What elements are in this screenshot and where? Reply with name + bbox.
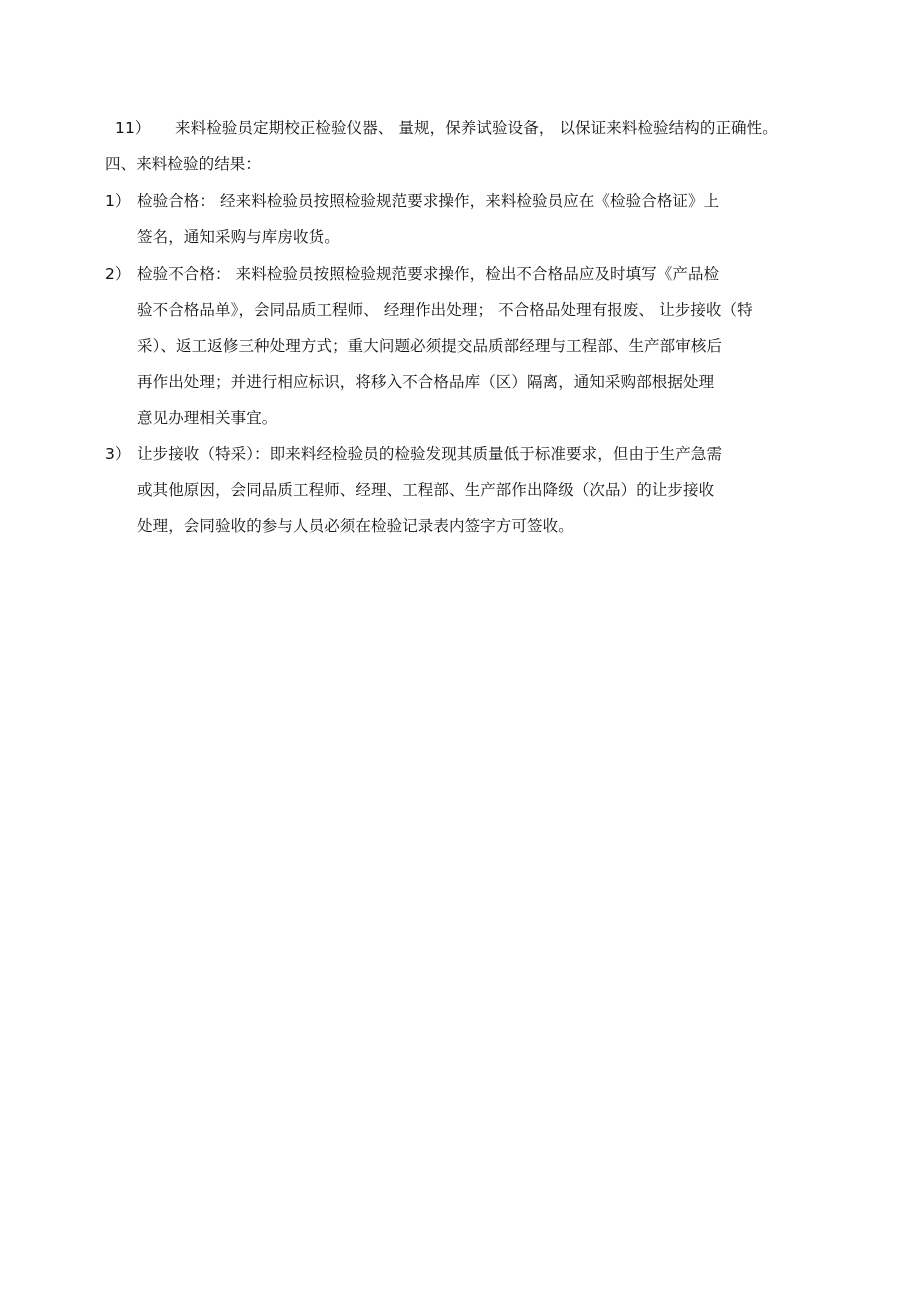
result-1-number: 1） [105,192,131,210]
result-2-line: 采）、返工返修三种处理方式；重大问题必须提交品质部经理与工程部、生产部审核后 [137,337,723,355]
result-2-line: 检验不合格： 来料检验员按照检验规范要求操作，检出不合格品应及时填写《产品检 [137,265,720,283]
result-2-line: 验不合格品单》，会同品质工程师、 经理作出处理； 不合格品处理有报废、 让步接收（特 [137,301,753,319]
result-3-line: 或其他原因，会同品质工程师、经理、工程部、生产部作出降级（次品）的让步接收 [137,481,715,499]
result-3-line: 让步接收（特采）：即来料经检验员的检验发现其质量低于标准要求，但由于生产急需 [137,445,723,463]
item-11-text: 来料检验员定期校正检验仪器、 量规，保养试验设备， 以保证来料检验结构的正确性。 [175,119,778,137]
result-2-line: 意见办理相关事宜。 [137,409,278,427]
result-3-line: 处理，会同验收的参与人员必须在检验记录表内签字方可签收。 [137,517,574,535]
result-1-line: 检验合格： 经来料检验员按照检验规范要求操作，来料检验员应在《检验合格证》上 [137,192,720,210]
result-2-line: 再作出处理；并进行相应标识，将移入不合格品库（区）隔离，通知采购部根据处理 [137,373,715,391]
section-heading: 四、来料检验的结果： [105,155,262,173]
item-11-number: 11） [115,119,151,137]
result-1-line: 签名，通知采购与库房收货。 [137,228,340,246]
result-3-number: 3） [105,445,131,463]
result-2-number: 2） [105,265,131,283]
